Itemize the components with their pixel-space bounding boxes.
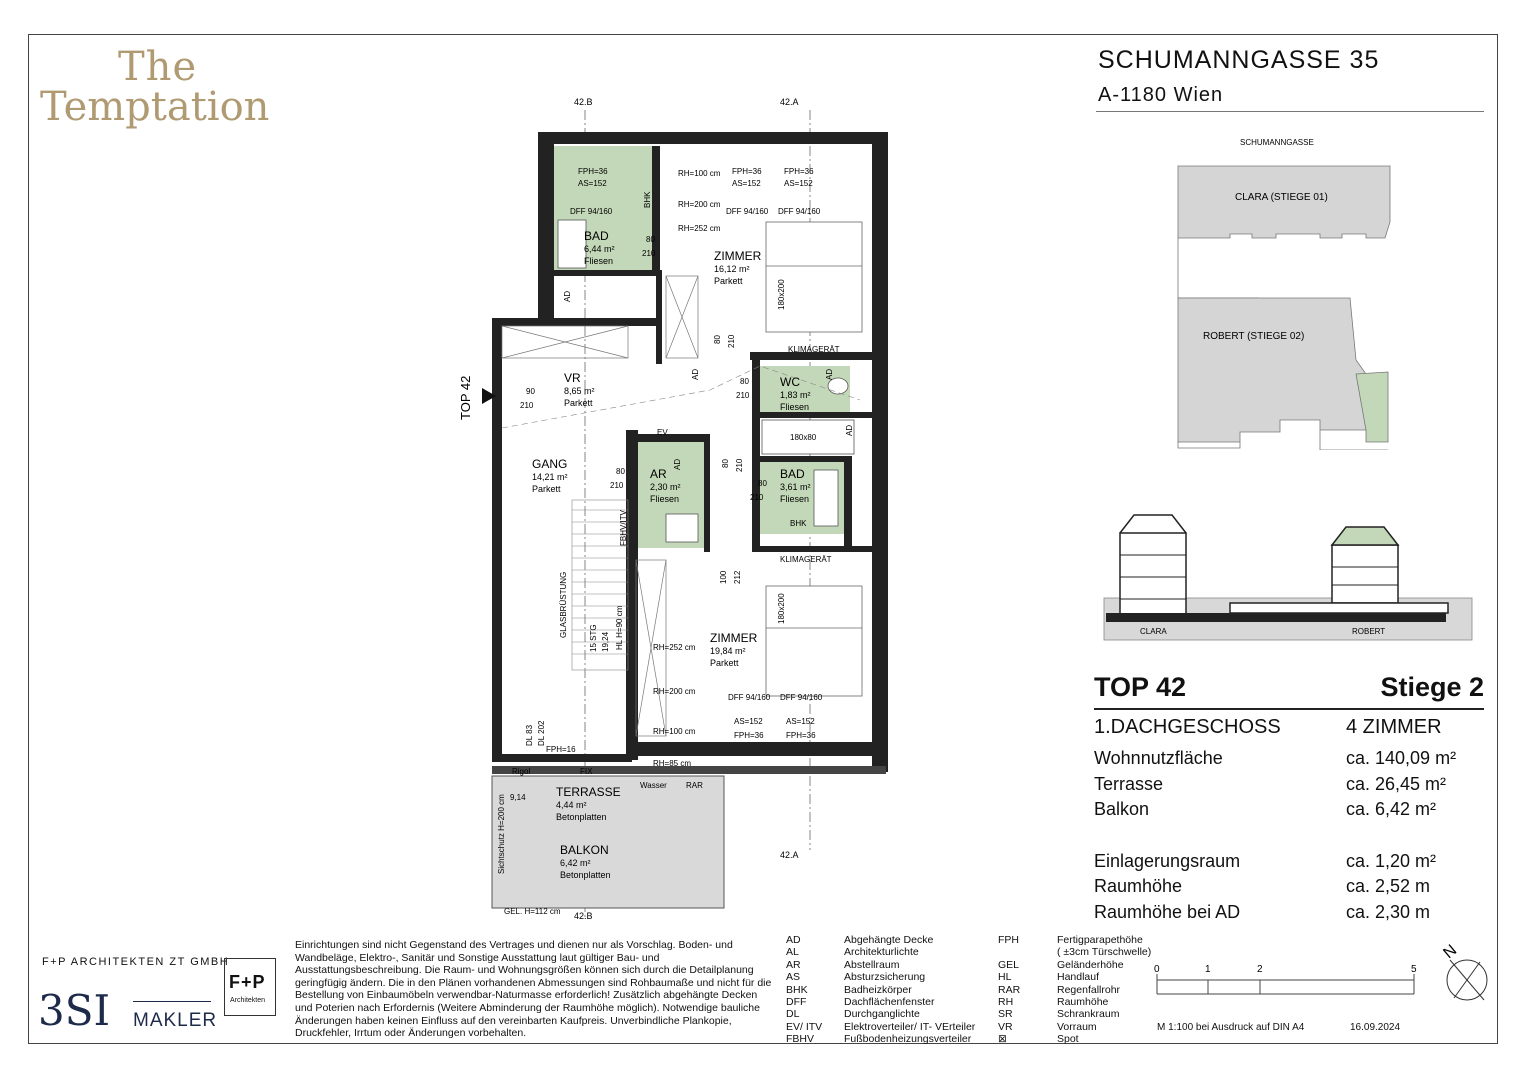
legend-text-col1: Abgehängte Decke Architekturlichte Abstellraum Absturzsicherung Badheizkörper Dachflächenfenster Durchganglichte Elektroverteiler/ IT- VErteiler Fußbodenheizungsverteiler: [844, 934, 976, 1046]
svg-text:Betonplatten: Betonplatten: [560, 870, 611, 880]
section-right-label: ROBERT: [1352, 627, 1386, 636]
svg-text:AD: AD: [845, 424, 854, 436]
svg-text:19,84 m²: 19,84 m²: [710, 646, 746, 656]
svg-text:RH=85 cm: RH=85 cm: [653, 759, 692, 768]
svg-text:RH=100 cm: RH=100 cm: [678, 169, 721, 178]
site-building1-label: CLARA (STIEGE 01): [1235, 192, 1328, 203]
entrance-label: TOP 42: [458, 375, 473, 420]
svg-text:16,12 m²: 16,12 m²: [714, 264, 750, 274]
svg-text:FPH=36: FPH=36: [578, 167, 608, 176]
svg-text:19,24: 19,24: [601, 631, 610, 652]
svg-text:210: 210: [735, 458, 744, 472]
site-plan: [1170, 130, 1490, 450]
svg-text:FPH=36: FPH=36: [734, 731, 764, 740]
svg-text:210: 210: [750, 493, 764, 502]
svg-text:180x200: 180x200: [777, 593, 786, 624]
room-name-balkon: BALKON: [560, 843, 609, 857]
svg-text:15 STG: 15 STG: [589, 624, 598, 652]
architect-name: F+P ARCHITEKTEN ZT GMBH: [42, 956, 230, 968]
room-name-zimmer1: ZIMMER: [714, 249, 762, 263]
svg-text:RH=252 cm: RH=252 cm: [678, 224, 721, 233]
svg-text:6,44 m²: 6,44 m²: [584, 244, 615, 254]
svg-text:1: 1: [1205, 964, 1211, 975]
svg-text:Parkett: Parkett: [564, 398, 593, 408]
svg-text:DFF 94/160: DFF 94/160: [728, 693, 771, 702]
svg-text:DFF 94/160: DFF 94/160: [726, 207, 769, 216]
svg-text:Parkett: Parkett: [714, 276, 743, 286]
svg-text:AS=152: AS=152: [732, 179, 761, 188]
svg-text:KLIMAGERÄT: KLIMAGERÄT: [780, 555, 832, 564]
unit-stiege: Stiege 2: [1380, 672, 1484, 702]
svg-text:210: 210: [642, 249, 656, 258]
section-b-top: 42.B: [574, 97, 593, 107]
svg-text:Rigol: Rigol: [512, 767, 531, 776]
legend-abbr-col2: FPH GEL HL RAR RH SR VR ⊠: [998, 934, 1021, 1046]
svg-text:Wasser: Wasser: [640, 781, 667, 790]
svg-text:EV: EV: [657, 428, 668, 437]
svg-text:6,42 m²: 6,42 m²: [560, 858, 591, 868]
svg-text:BHK: BHK: [643, 191, 652, 208]
svg-text:2,30 m²: 2,30 m²: [650, 482, 681, 492]
brand-logo-line1: The: [118, 44, 198, 90]
svg-text:14,21 m²: 14,21 m²: [532, 472, 568, 482]
room-name-wc: WC: [780, 375, 800, 389]
svg-text:BHK: BHK: [790, 519, 807, 528]
section-b-bottom: 42.B: [574, 911, 593, 921]
architect-logo: F+P Architekten: [224, 958, 276, 1016]
svg-text:0: 0: [1154, 964, 1160, 975]
svg-text:FPH=36: FPH=36: [784, 167, 814, 176]
svg-text:210: 210: [520, 401, 534, 410]
disclaimer-text: Einrichtungen sind nicht Gegenstand des Vertrages und dienen nur als Vorschlag. Boden- und Wandbeläge, Elektro-, Sanitär und Sonstige Ausstattung laut gültiger Bau- und Ausstattungsbeschreibung. Die Raum- und Wohnungsgrößen können sich durch die Detailplanung geringfügig ändern. Die in den Plänen vorhandenen Abmessungen sind Rohbaumaße und nicht für die Bestellung von Einbaumöbeln verwendbar-Naturmasse erforderlich! Zusätzlich abgehängte Decken und Poterien nach Erfordernis (Weitere Abminderung der Raumhöhe möglich). Notwendige bauliche Änderungen haben keinen Einfluss auf den vereinbarten Kaufpreis. Unverbindliche Plankopie, Druckfehler, Irrtum oder Änderungen vorbehalten.: [295, 939, 772, 1040]
legend-abbr-col1: AD AL AR AS BHK DFF DL EV/ ITV FBHV: [786, 934, 823, 1046]
svg-text:RAR: RAR: [686, 781, 703, 790]
svg-text:80: 80: [721, 459, 730, 468]
svg-text:N: N: [1440, 941, 1461, 963]
north-arrow-icon: [1438, 940, 1496, 1014]
svg-text:AD: AD: [563, 290, 572, 302]
svg-text:DFF 94/160: DFF 94/160: [780, 693, 823, 702]
section-a-top: 42.A: [780, 97, 799, 107]
room-name-zimmer2: ZIMMER: [710, 631, 758, 645]
svg-text:180x200: 180x200: [777, 279, 786, 310]
svg-text:1,83 m²: 1,83 m²: [780, 390, 811, 400]
svg-text:AS=152: AS=152: [784, 179, 813, 188]
address-street: SCHUMANNGASSE 35: [1098, 46, 1380, 74]
svg-text:Parkett: Parkett: [532, 484, 561, 494]
room-name-bath1: BAD: [584, 229, 609, 243]
svg-text:Betonplatten: Betonplatten: [556, 812, 607, 822]
svg-text:80: 80: [646, 235, 655, 244]
svg-text:80: 80: [740, 377, 749, 386]
svg-text:AD: AD: [673, 458, 682, 470]
svg-text:8,65 m²: 8,65 m²: [564, 386, 595, 396]
svg-text:Fliesen: Fliesen: [780, 402, 810, 412]
unit-rooms: 4 ZIMMER: [1346, 716, 1442, 738]
room-name-vr: VR: [564, 371, 581, 385]
section-a-bottom: 42.A: [780, 850, 799, 860]
svg-text:HL H=90 cm: HL H=90 cm: [615, 605, 624, 650]
svg-text:FPH=36: FPH=36: [732, 167, 762, 176]
svg-text:210: 210: [727, 334, 736, 348]
svg-text:Parkett: Parkett: [710, 658, 739, 668]
svg-text:AS=152: AS=152: [786, 717, 815, 726]
building-section: [1100, 505, 1480, 645]
svg-text:AD: AD: [825, 368, 834, 380]
svg-text:9,14: 9,14: [510, 793, 526, 802]
svg-text:RH=200 cm: RH=200 cm: [678, 200, 721, 209]
floor-plan: [440, 90, 900, 930]
makler-divider: [133, 1001, 211, 1002]
svg-text:90: 90: [526, 387, 535, 396]
svg-text:FIX: FIX: [580, 767, 593, 776]
address-divider: [1096, 111, 1484, 112]
svg-text:FPH=16: FPH=16: [546, 745, 576, 754]
svg-text:180x80: 180x80: [790, 433, 817, 442]
svg-text:DFF 94/160: DFF 94/160: [778, 207, 821, 216]
section-left-label: CLARA: [1140, 627, 1167, 636]
svg-text:Sichtschutz H=200 cm: Sichtschutz H=200 cm: [497, 794, 506, 874]
svg-text:100: 100: [719, 570, 728, 584]
svg-text:80: 80: [713, 335, 722, 344]
svg-text:RH=100 cm: RH=100 cm: [653, 727, 696, 736]
room-name-bath2: BAD: [780, 467, 805, 481]
unit-top: TOP 42: [1094, 672, 1187, 702]
makler-logo-big: 3SI: [38, 986, 111, 1035]
makler-logo-word: MAKLER: [133, 1010, 218, 1031]
svg-text:FBHV/ITV: FBHV/ITV: [619, 509, 628, 546]
svg-text:RH=252 cm: RH=252 cm: [653, 643, 696, 652]
room-name-gang: GANG: [532, 457, 568, 471]
plan-date: 16.09.2024: [1350, 1022, 1401, 1033]
site-building2-label: ROBERT (STIEGE 02): [1203, 331, 1305, 342]
site-street-label: SCHUMANNGASSE: [1240, 138, 1314, 147]
scale-note: M 1:100 bei Ausdruck auf DIN A4: [1157, 1022, 1305, 1033]
svg-text:2: 2: [1257, 964, 1263, 975]
svg-text:210: 210: [610, 481, 624, 490]
svg-text:AS=152: AS=152: [578, 179, 607, 188]
svg-text:DL 202: DL 202: [537, 720, 546, 746]
svg-text:4,44 m²: 4,44 m²: [556, 800, 587, 810]
svg-text:RH=200 cm: RH=200 cm: [653, 687, 696, 696]
svg-text:80: 80: [616, 467, 625, 476]
svg-text:GEL. H=112 cm: GEL. H=112 cm: [504, 907, 561, 916]
svg-text:DFF 94/160: DFF 94/160: [570, 207, 613, 216]
svg-text:AS=152: AS=152: [734, 717, 763, 726]
svg-text:Fliesen: Fliesen: [584, 256, 614, 266]
unit-divider: [1094, 708, 1484, 710]
svg-text:Fliesen: Fliesen: [650, 494, 680, 504]
svg-text:80: 80: [758, 479, 767, 488]
svg-text:210: 210: [736, 391, 750, 400]
brand-logo-line2: Temptation: [40, 84, 270, 130]
unit-floor: 1.DACHGESCHOSS: [1094, 716, 1281, 738]
svg-text:DL 83: DL 83: [525, 724, 534, 746]
room-name-terrasse: TERRASSE: [556, 785, 621, 799]
svg-text:3,61 m²: 3,61 m²: [780, 482, 811, 492]
svg-text:FPH=36: FPH=36: [786, 731, 816, 740]
svg-text:GLASBRÜSTUNG: GLASBRÜSTUNG: [559, 571, 568, 638]
address-city: A-1180 Wien: [1098, 84, 1224, 106]
svg-text:5: 5: [1411, 964, 1417, 975]
svg-text:212: 212: [733, 570, 742, 584]
room-name-ar: AR: [650, 467, 667, 481]
legend-text-col2: Fertigparapethöhe ( ±3cm Türschwelle) Geländerhöhe Handlauf Regenfallrohr Raumhöhe Schrankraum Vorraum Spot: [1057, 934, 1152, 1046]
svg-text:AD: AD: [691, 368, 700, 380]
svg-text:Fliesen: Fliesen: [780, 494, 810, 504]
scale-bar: [1150, 960, 1430, 1000]
svg-text:KLIMAGERÄT: KLIMAGERÄT: [788, 345, 840, 354]
